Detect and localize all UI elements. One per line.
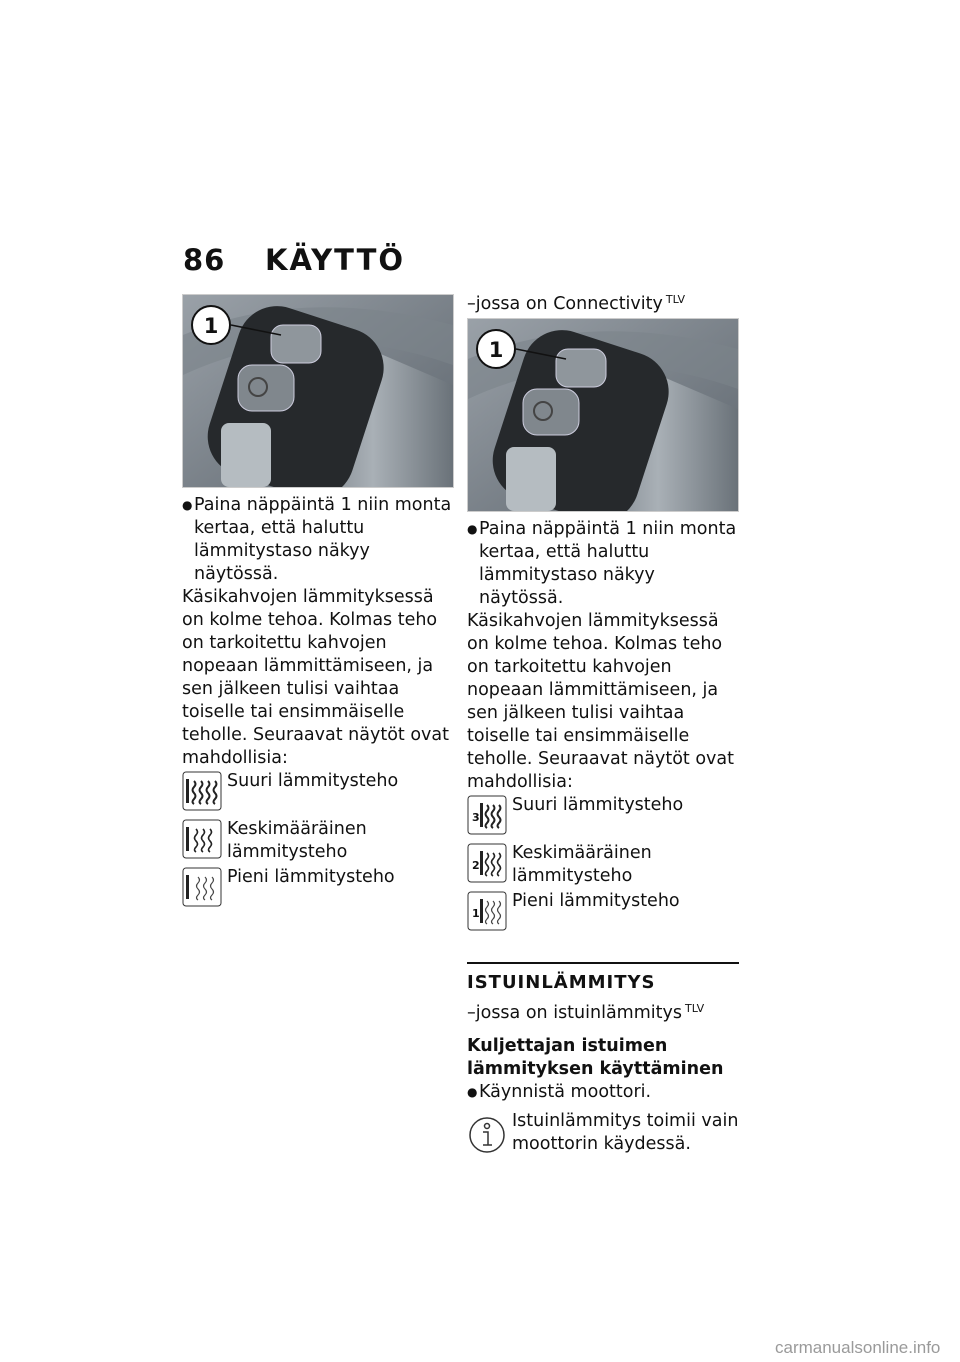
heat-level-medium: 2 Keskimääräinen lämmitysteho — [467, 842, 739, 890]
heat-level-low: Pieni lämmitysteho — [182, 866, 454, 914]
heat-level-3-icon — [182, 771, 222, 811]
page-header — [183, 243, 405, 277]
svg-text:1: 1 — [472, 907, 480, 920]
connectivity-requirement: –jossa on Connectivity $^{TLV}$ — [467, 293, 686, 314]
right-column — [467, 293, 739, 1156]
heat-level-1-icon — [182, 867, 222, 907]
heat-level-1-icon — [467, 891, 507, 931]
seat-heating-requirement: –jossa on istuinlämmitys $^{TLV}$ — [467, 1002, 705, 1023]
heat-level-3-icon — [467, 795, 507, 835]
heat-level-2-icon — [467, 843, 507, 883]
page-title: KÄYTTÖ — [265, 243, 406, 277]
heat-level-2-icon — [182, 819, 222, 859]
heat-level-high: 3 Suuri lämmitysteho — [467, 794, 739, 842]
handlebar-photo-connectivity — [467, 318, 739, 512]
instruction-bullet: ● Paina näppäintä 1 niin monta kertaa, että haluttu lämmitystaso näkyy näytössä. — [467, 519, 737, 608]
left-column — [182, 294, 454, 914]
svg-text:3: 3 — [472, 811, 480, 824]
section-title: ISTUINLÄMMITYS — [467, 972, 656, 993]
svg-text:2: 2 — [472, 859, 480, 872]
heat-level-high: Suuri lämmitysteho — [182, 770, 454, 818]
handlebar-photo — [182, 294, 454, 488]
seat-heating-section — [467, 962, 739, 1156]
photo-callout: 1 — [203, 314, 219, 338]
heat-level-medium: Keskimääräinen lämmitysteho — [182, 818, 454, 866]
handlebar-illustration — [183, 295, 453, 487]
description-paragraph: Käsikahvojen lämmityksessä on kolme tehoa. Kolmas teho on tarkoitettu kahvojen nopeaan lämmittämiseen, ja sen jälkeen tulisi vaihtaa toiselle tai ensimmäiselle teholle. Seuraavat näytöt ovat mahdollisia: — [182, 587, 449, 768]
footer-watermark-link[interactable]: carmanualsonline.info — [775, 1338, 941, 1357]
photo-callout: 1 — [488, 338, 504, 362]
section-subheading: Kuljettajan istuimen lämmityksen käyttäminen — [467, 1036, 724, 1079]
description-paragraph: Käsikahvojen lämmityksessä on kolme tehoa. Kolmas teho on tarkoitettu kahvojen nopeaan lämmittämiseen, ja sen jälkeen tulisi vaihtaa toiselle tai ensimmäiselle teholle. Seuraavat näytöt ovat mahdollisia: — [467, 611, 734, 792]
instruction-bullet: ● Paina näppäintä 1 niin monta kertaa, että haluttu lämmitystaso näkyy näytössä. — [182, 495, 452, 584]
info-note: Istuinlämmitys toimii vain moottorin käydessä. — [467, 1110, 739, 1156]
page-number: 86 — [183, 243, 226, 277]
handlebar-illustration — [468, 319, 738, 511]
info-icon — [467, 1115, 507, 1155]
heat-level-low: 1 Pieni lämmitysteho — [467, 890, 739, 938]
instruction-bullet: ● Käynnistä moottori. — [467, 1082, 652, 1102]
